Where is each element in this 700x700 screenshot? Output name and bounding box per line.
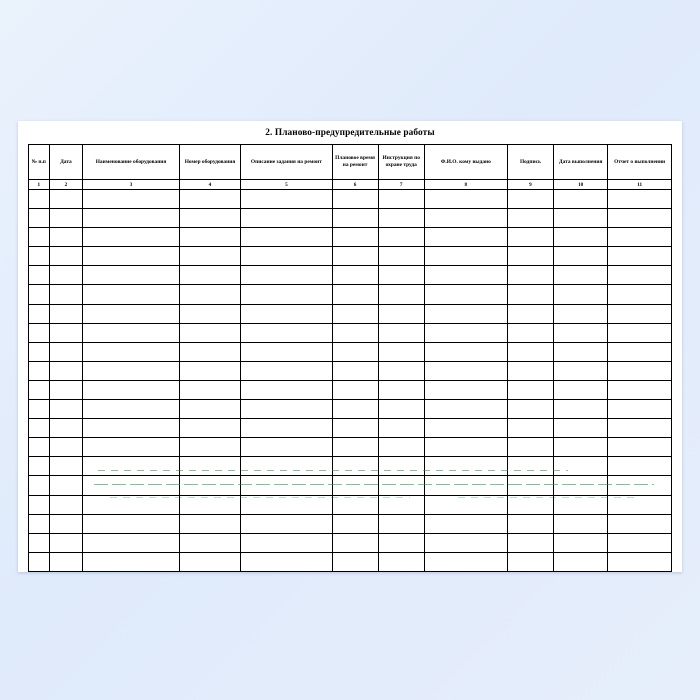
table-cell[interactable] (424, 228, 507, 247)
table-row (29, 514, 672, 533)
table-cell[interactable] (608, 209, 672, 228)
table-cell[interactable] (424, 495, 507, 514)
table-cell[interactable] (29, 380, 50, 399)
table-cell[interactable] (179, 304, 241, 323)
table-cell[interactable] (378, 190, 424, 209)
table-cell[interactable] (332, 419, 378, 438)
column-number-3: 3 (83, 180, 179, 190)
table-cell[interactable] (507, 380, 553, 399)
table-header (29, 145, 672, 190)
table-cell[interactable] (83, 247, 179, 266)
table-cell[interactable] (83, 400, 179, 419)
table-cell[interactable] (241, 228, 332, 247)
table-cell[interactable] (378, 476, 424, 495)
table-cell[interactable] (332, 285, 378, 304)
table-cell[interactable] (608, 552, 672, 571)
table-cell[interactable] (424, 304, 507, 323)
table-cell[interactable] (83, 514, 179, 533)
table-cell[interactable] (507, 342, 553, 361)
column-number-8: 8 (424, 180, 507, 190)
table-cell[interactable] (83, 419, 179, 438)
table-cell[interactable] (553, 304, 607, 323)
table-cell[interactable] (608, 285, 672, 304)
table-row (29, 190, 672, 209)
table-cell[interactable] (83, 552, 179, 571)
table-cell[interactable] (553, 342, 607, 361)
table-row (29, 438, 672, 457)
table-cell[interactable] (179, 342, 241, 361)
table-cell[interactable] (241, 457, 332, 476)
table-cell[interactable] (507, 400, 553, 419)
table-cell[interactable] (83, 476, 179, 495)
table-row (29, 266, 672, 285)
table-cell[interactable] (241, 342, 332, 361)
table-cell[interactable] (424, 266, 507, 285)
column-header-task-description: Описание задания на ремонт (241, 145, 332, 180)
table-cell[interactable] (29, 533, 50, 552)
table-row (29, 228, 672, 247)
table-cell[interactable] (507, 266, 553, 285)
maintenance-journal-table (28, 144, 672, 572)
table-cell[interactable] (553, 495, 607, 514)
table-cell[interactable] (49, 285, 83, 304)
table-cell[interactable] (49, 476, 83, 495)
table-cell[interactable] (83, 361, 179, 380)
column-header-planned-time: Плановое время на ремонт (332, 145, 378, 180)
table-cell[interactable] (179, 209, 241, 228)
table-cell[interactable] (83, 304, 179, 323)
table-cell[interactable] (424, 400, 507, 419)
table-cell[interactable] (241, 247, 332, 266)
table-cell[interactable] (241, 323, 332, 342)
table-cell[interactable] (424, 419, 507, 438)
table-cell[interactable] (553, 380, 607, 399)
table-cell[interactable] (179, 438, 241, 457)
table-cell[interactable] (553, 400, 607, 419)
column-number-2: 2 (49, 180, 83, 190)
table-cell[interactable] (241, 400, 332, 419)
table-cell[interactable] (424, 533, 507, 552)
table-cell[interactable] (241, 514, 332, 533)
column-number-6: 6 (332, 180, 378, 190)
table-cell[interactable] (507, 247, 553, 266)
table-cell[interactable] (241, 380, 332, 399)
table-cell[interactable] (179, 552, 241, 571)
table-cell[interactable] (608, 228, 672, 247)
table-cell[interactable] (29, 209, 50, 228)
table-cell[interactable] (332, 323, 378, 342)
table-cell[interactable] (608, 380, 672, 399)
column-header-safety-instruction: Инструкция по охране труда (378, 145, 424, 180)
table-cell[interactable] (378, 495, 424, 514)
table-cell[interactable] (424, 285, 507, 304)
table-cell[interactable] (179, 380, 241, 399)
table-cell[interactable] (332, 266, 378, 285)
column-number-5: 5 (241, 180, 332, 190)
table-cell[interactable] (29, 266, 50, 285)
table-cell[interactable] (608, 533, 672, 552)
table-cell[interactable] (553, 533, 607, 552)
table-cell[interactable] (241, 495, 332, 514)
table-cell[interactable] (608, 247, 672, 266)
table-cell[interactable] (83, 190, 179, 209)
table-cell[interactable] (49, 266, 83, 285)
table-row (29, 552, 672, 571)
table-cell[interactable] (49, 228, 83, 247)
table-cell[interactable] (553, 476, 607, 495)
table-cell[interactable] (49, 457, 83, 476)
table-cell[interactable] (507, 533, 553, 552)
table-cell[interactable] (179, 190, 241, 209)
table-cell[interactable] (553, 247, 607, 266)
table-cell[interactable] (332, 476, 378, 495)
table-cell[interactable] (29, 285, 50, 304)
table-cell[interactable] (424, 438, 507, 457)
table-cell[interactable] (608, 438, 672, 457)
table-cell[interactable] (241, 266, 332, 285)
table-cell[interactable] (29, 438, 50, 457)
column-header-assignee-name: Ф.И.О. кому выдано (424, 145, 507, 180)
table-cell[interactable] (49, 190, 83, 209)
table-cell[interactable] (83, 438, 179, 457)
table-cell[interactable] (553, 438, 607, 457)
column-number-1: 1 (29, 180, 50, 190)
table-cell[interactable] (241, 190, 332, 209)
table-cell[interactable] (507, 457, 553, 476)
table-cell[interactable] (83, 342, 179, 361)
page-title: 2. Планово-предупредительные работы (265, 128, 435, 138)
table-cell[interactable] (378, 457, 424, 476)
table-cell[interactable] (507, 361, 553, 380)
table-cell[interactable] (29, 457, 50, 476)
table-cell[interactable] (332, 247, 378, 266)
table-row (29, 457, 672, 476)
table-cell[interactable] (378, 209, 424, 228)
table-cell[interactable] (179, 457, 241, 476)
table-cell[interactable] (378, 342, 424, 361)
table-cell[interactable] (83, 495, 179, 514)
table-cell[interactable] (49, 304, 83, 323)
table-cell[interactable] (332, 400, 378, 419)
table-cell[interactable] (83, 323, 179, 342)
table-cell[interactable] (378, 552, 424, 571)
column-number-9: 9 (507, 180, 553, 190)
table-cell[interactable] (378, 400, 424, 419)
table-cell[interactable] (424, 361, 507, 380)
table-cell[interactable] (608, 495, 672, 514)
table-cell[interactable] (507, 190, 553, 209)
table-row (29, 342, 672, 361)
table-cell[interactable] (83, 285, 179, 304)
table-cell[interactable] (49, 438, 83, 457)
table-cell[interactable] (241, 552, 332, 571)
table-cell[interactable] (378, 419, 424, 438)
table-cell[interactable] (241, 304, 332, 323)
column-header-date: Дата (49, 145, 83, 180)
table-cell[interactable] (332, 457, 378, 476)
table-cell[interactable] (507, 438, 553, 457)
table-row (29, 476, 672, 495)
table-cell[interactable] (507, 552, 553, 571)
column-number-row (29, 180, 672, 190)
table-cell[interactable] (608, 400, 672, 419)
table-cell[interactable] (507, 304, 553, 323)
table-cell[interactable] (507, 514, 553, 533)
table-cell[interactable] (378, 266, 424, 285)
table-cell[interactable] (83, 457, 179, 476)
table-cell[interactable] (378, 228, 424, 247)
table-cell[interactable] (29, 514, 50, 533)
table-row (29, 419, 672, 438)
table-cell[interactable] (608, 361, 672, 380)
table-cell[interactable] (424, 190, 507, 209)
table-cell[interactable] (608, 476, 672, 495)
table-row (29, 285, 672, 304)
table-cell[interactable] (29, 247, 50, 266)
table-cell[interactable] (179, 285, 241, 304)
table-row (29, 304, 672, 323)
table-cell[interactable] (49, 533, 83, 552)
table-cell[interactable] (241, 209, 332, 228)
table-cell[interactable] (424, 342, 507, 361)
table-row (29, 495, 672, 514)
table-cell[interactable] (179, 228, 241, 247)
table-cell[interactable] (553, 228, 607, 247)
table-cell[interactable] (332, 209, 378, 228)
table-cell[interactable] (332, 342, 378, 361)
table-cell[interactable] (83, 228, 179, 247)
table-cell[interactable] (378, 380, 424, 399)
table-cell[interactable] (378, 438, 424, 457)
table-cell[interactable] (29, 342, 50, 361)
table-cell[interactable] (179, 514, 241, 533)
table-cell[interactable] (608, 304, 672, 323)
column-header-number: № п.п (29, 145, 50, 180)
table-cell[interactable] (507, 285, 553, 304)
table-cell[interactable] (332, 380, 378, 399)
table-cell[interactable] (553, 457, 607, 476)
table-cell[interactable] (241, 476, 332, 495)
table-row (29, 361, 672, 380)
table-cell[interactable] (332, 438, 378, 457)
table-cell[interactable] (553, 514, 607, 533)
document-sheet (18, 121, 682, 572)
table-cell[interactable] (608, 342, 672, 361)
table-cell[interactable] (424, 552, 507, 571)
table-cell[interactable] (49, 247, 83, 266)
table-row (29, 323, 672, 342)
table-cell[interactable] (241, 533, 332, 552)
table-cell[interactable] (378, 514, 424, 533)
column-number-4: 4 (179, 180, 241, 190)
table-cell[interactable] (179, 266, 241, 285)
table-cell[interactable] (29, 400, 50, 419)
table-cell[interactable] (332, 228, 378, 247)
table-cell[interactable] (553, 266, 607, 285)
table-cell[interactable] (83, 533, 179, 552)
column-header-equipment-name: Наименование оборудования (83, 145, 179, 180)
table-cell[interactable] (378, 533, 424, 552)
table-cell[interactable] (507, 323, 553, 342)
table-cell[interactable] (424, 457, 507, 476)
table-row (29, 380, 672, 399)
table-cell[interactable] (179, 495, 241, 514)
column-number-7: 7 (378, 180, 424, 190)
table-cell[interactable] (553, 552, 607, 571)
table-cell[interactable] (378, 361, 424, 380)
table-cell[interactable] (49, 419, 83, 438)
table-cell[interactable] (378, 323, 424, 342)
column-number-11: 11 (608, 180, 672, 190)
table-cell[interactable] (378, 285, 424, 304)
table-cell[interactable] (49, 495, 83, 514)
table-cell[interactable] (507, 228, 553, 247)
table-cell[interactable] (29, 495, 50, 514)
table-cell[interactable] (49, 552, 83, 571)
column-header-equipment-number: Номер оборудования (179, 145, 241, 180)
table-cell[interactable] (553, 190, 607, 209)
table-cell[interactable] (332, 552, 378, 571)
table-cell[interactable] (424, 514, 507, 533)
table-cell[interactable] (29, 323, 50, 342)
table-cell[interactable] (608, 514, 672, 533)
table-cell[interactable] (424, 323, 507, 342)
column-header-signature: Подпись (507, 145, 553, 180)
table-cell[interactable] (179, 323, 241, 342)
table-cell[interactable] (241, 361, 332, 380)
table-cell[interactable] (49, 380, 83, 399)
table-cell[interactable] (608, 323, 672, 342)
table-cell[interactable] (424, 247, 507, 266)
table-cell[interactable] (179, 419, 241, 438)
table-cell[interactable] (424, 476, 507, 495)
table-cell[interactable] (29, 361, 50, 380)
table-cell[interactable] (378, 247, 424, 266)
table-row (29, 209, 672, 228)
table-cell[interactable] (179, 476, 241, 495)
table-cell[interactable] (29, 228, 50, 247)
table-cell[interactable] (424, 380, 507, 399)
table-cell[interactable] (29, 552, 50, 571)
table-cell[interactable] (49, 361, 83, 380)
column-header-completion-date: Дата выполнения (553, 145, 607, 180)
table-cell[interactable] (507, 209, 553, 228)
table-cell[interactable] (608, 266, 672, 285)
table-cell[interactable] (507, 476, 553, 495)
table-cell[interactable] (378, 304, 424, 323)
table-cell[interactable] (553, 419, 607, 438)
table-cell[interactable] (332, 361, 378, 380)
table-cell[interactable] (507, 495, 553, 514)
table-cell[interactable] (553, 285, 607, 304)
table-cell[interactable] (179, 361, 241, 380)
table-cell[interactable] (179, 533, 241, 552)
table-cell[interactable] (332, 190, 378, 209)
table-cell[interactable] (608, 419, 672, 438)
table-cell[interactable] (83, 380, 179, 399)
header-row (29, 145, 672, 180)
table-cell[interactable] (332, 495, 378, 514)
table-body (29, 190, 672, 572)
table-cell[interactable] (332, 304, 378, 323)
table-cell[interactable] (553, 323, 607, 342)
table-row (29, 533, 672, 552)
table-cell[interactable] (608, 457, 672, 476)
table-cell[interactable] (29, 304, 50, 323)
table-cell[interactable] (332, 533, 378, 552)
table-cell[interactable] (83, 266, 179, 285)
table-cell[interactable] (49, 323, 83, 342)
table-cell[interactable] (29, 476, 50, 495)
table-cell[interactable] (241, 438, 332, 457)
table-cell[interactable] (29, 419, 50, 438)
table-cell[interactable] (29, 190, 50, 209)
table-cell[interactable] (507, 419, 553, 438)
column-number-10: 10 (553, 180, 607, 190)
table-cell[interactable] (49, 400, 83, 419)
table-cell[interactable] (49, 514, 83, 533)
table-cell[interactable] (553, 209, 607, 228)
table-cell[interactable] (83, 209, 179, 228)
table-cell[interactable] (332, 514, 378, 533)
table-cell[interactable] (424, 209, 507, 228)
table-cell[interactable] (179, 247, 241, 266)
column-header-completion-report: Отчет о выполнении (608, 145, 672, 180)
table-cell[interactable] (608, 190, 672, 209)
table-cell[interactable] (241, 419, 332, 438)
table-row (29, 400, 672, 419)
table-cell[interactable] (179, 400, 241, 419)
table-cell[interactable] (553, 361, 607, 380)
table-cell[interactable] (49, 342, 83, 361)
table-cell[interactable] (49, 209, 83, 228)
table-cell[interactable] (241, 285, 332, 304)
table-row (29, 247, 672, 266)
